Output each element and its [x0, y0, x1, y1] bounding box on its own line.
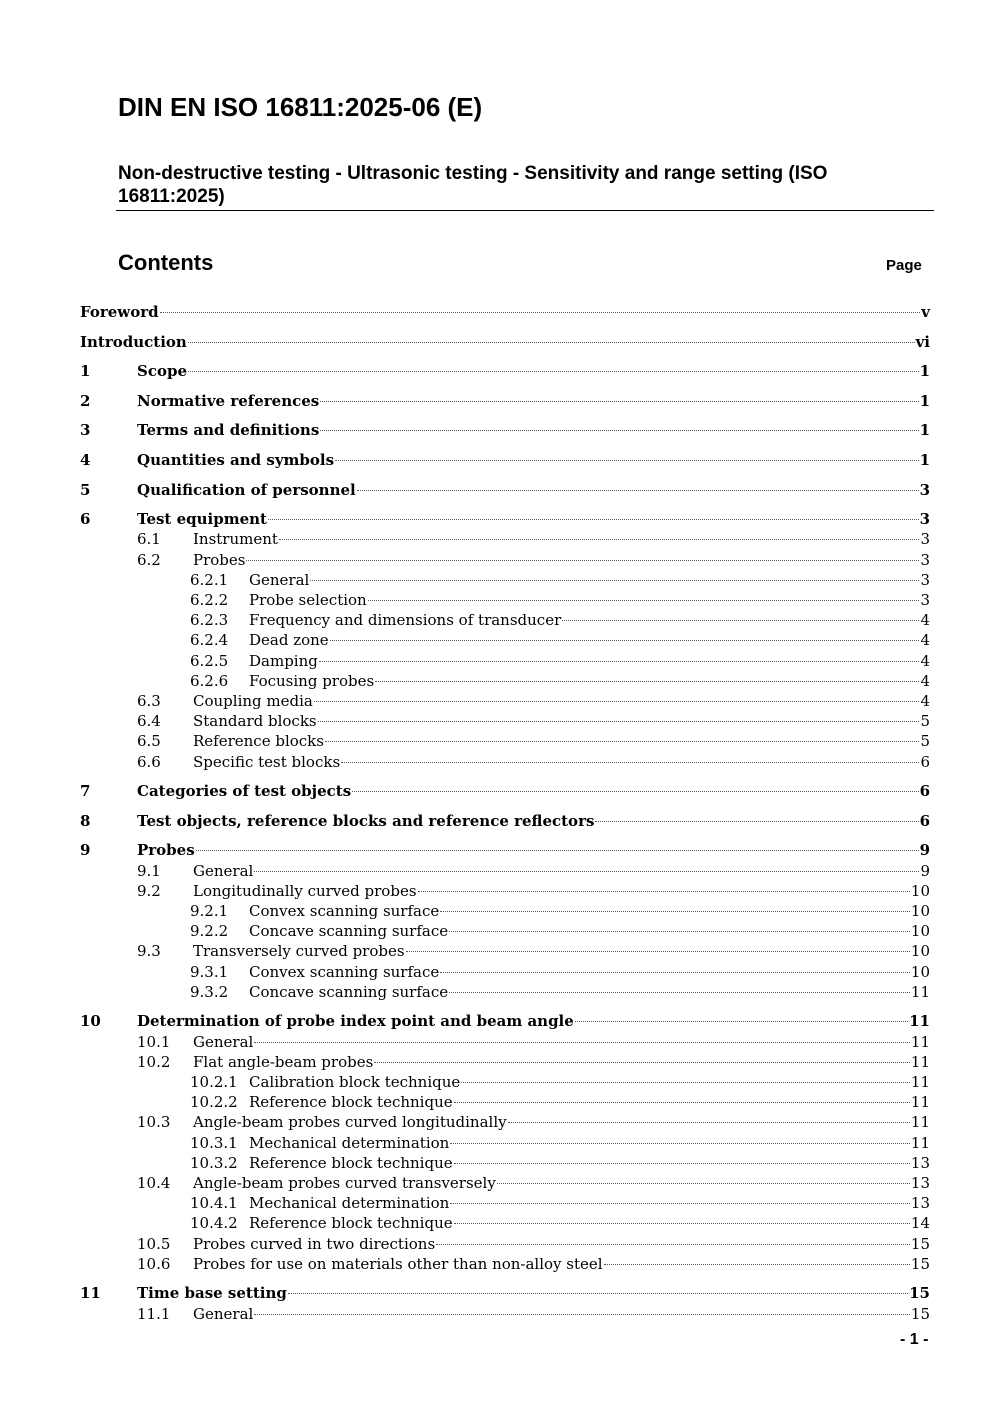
toc-entry-page: 1	[919, 391, 930, 410]
toc-entry-number: 2	[80, 391, 91, 410]
toc-entry-number: 9	[80, 841, 91, 860]
toc-entry-number: 11.1	[137, 1304, 171, 1323]
toc-dot-leader	[454, 1102, 910, 1103]
toc-dot-leader	[454, 1223, 910, 1224]
toc-entry[interactable]	[0, 1011, 992, 1032]
toc-entry-number: 9.2	[137, 881, 161, 900]
toc-entry-title: General	[249, 570, 310, 589]
toc-entry-number: 10.4.1	[190, 1194, 238, 1213]
toc-entry-page: 13	[910, 1174, 930, 1192]
toc-entry-title: Damping	[249, 651, 318, 670]
toc-dot-leader	[279, 539, 920, 540]
toc-entry-title: Focusing probes	[249, 671, 375, 690]
toc-dot-leader	[436, 1244, 910, 1245]
toc-entry[interactable]	[0, 982, 992, 1003]
toc-entry-page: 6	[919, 782, 930, 801]
toc-entry-title: Categories of test objects	[137, 782, 352, 801]
toc-entry-title: Quantities and symbols	[137, 451, 335, 469]
toc-entry-title: Angle-beam probes curved longitudinally	[193, 1113, 507, 1132]
toc-entry-title: Reference blocks	[193, 732, 324, 751]
toc-entry-page: 9	[920, 861, 930, 880]
toc-entry-number: 10.4	[137, 1174, 171, 1192]
toc-dot-leader	[196, 850, 919, 851]
toc-entry[interactable]	[0, 711, 992, 732]
toc-entry-page: 3	[920, 530, 930, 549]
toc-entry-number: 9.3.1	[190, 962, 229, 981]
toc-entry-title: General	[193, 861, 254, 880]
toc-entry[interactable]	[0, 1153, 992, 1174]
toc-entry[interactable]	[0, 1304, 992, 1325]
toc-entry-number: 10.6	[137, 1254, 171, 1273]
page-column-label: Page	[886, 257, 922, 274]
toc-entry-page: 3	[919, 510, 930, 529]
toc-entry[interactable]	[0, 529, 992, 550]
toc-entry[interactable]	[0, 630, 992, 651]
toc-entry-number: 6.1	[137, 530, 161, 549]
toc-dot-leader	[335, 460, 918, 461]
contents-heading: Contents	[118, 250, 214, 275]
toc-dot-leader	[595, 821, 918, 822]
toc-entry-page: 1	[919, 421, 930, 440]
toc-entry[interactable]	[0, 1213, 992, 1234]
toc-entry-page: 13	[910, 1194, 930, 1213]
toc-entry-number: 6.2.1	[190, 570, 229, 589]
toc-dot-leader	[450, 1143, 910, 1144]
toc-dot-leader	[604, 1264, 910, 1265]
toc-dot-leader	[508, 1122, 910, 1123]
toc-entry-title: Dead zone	[249, 631, 329, 650]
toc-entry-number: 9.2.2	[190, 922, 229, 941]
toc-entry-page: 4	[920, 651, 930, 670]
toc-dot-leader	[325, 741, 919, 742]
toc-entry-title: Probes curved in two directions	[193, 1234, 436, 1253]
toc-entry-number: 10.5	[137, 1234, 171, 1253]
toc-dot-leader	[440, 911, 910, 912]
toc-entry-title: Longitudinally curved probes	[193, 881, 417, 900]
toc-entry-number: 6.4	[137, 712, 161, 731]
toc-entry[interactable]	[0, 420, 992, 441]
toc-entry[interactable]	[0, 840, 992, 861]
toc-entry[interactable]	[0, 1052, 992, 1073]
toc-entry-page: 11	[910, 982, 930, 1001]
toc-entry-page: 9	[919, 841, 930, 860]
toc-entry-page: vi	[915, 332, 930, 351]
toc-entry-title: Probes	[137, 841, 195, 860]
toc-entry-number: 9.2.1	[190, 902, 229, 920]
toc-entry-page: 13	[910, 1153, 930, 1172]
toc-entry-page: 1	[919, 451, 930, 469]
toc-dot-leader	[497, 1183, 910, 1184]
toc-entry-title: Foreword	[80, 303, 159, 321]
toc-entry-page: 11	[910, 1133, 930, 1152]
toc-entry[interactable]	[0, 1193, 992, 1214]
toc-entry-number: 1	[80, 362, 91, 381]
toc-entry-number: 9.3.2	[190, 982, 229, 1001]
toc-entry[interactable]	[0, 570, 992, 591]
toc-entry-page: 3	[920, 591, 930, 609]
toc-entry-title: Reference block technique	[249, 1153, 453, 1172]
toc-entry-title: Concave scanning surface	[249, 982, 449, 1001]
toc-dot-leader	[406, 951, 910, 952]
toc-entry[interactable]	[0, 1173, 992, 1194]
toc-entry-page: 10	[910, 942, 930, 961]
toc-entry-page: 11	[910, 1032, 930, 1051]
toc-entry-page: 15	[909, 1284, 930, 1303]
toc-entry-number: 6.2.6	[190, 671, 229, 690]
toc-entry-page: 6	[920, 752, 930, 771]
toc-dot-leader	[318, 721, 920, 722]
toc-entry-page: 4	[920, 611, 930, 630]
toc-entry[interactable]	[0, 1254, 992, 1275]
toc-entry-title: Transversely curved probes	[193, 942, 405, 961]
document-title: DIN EN ISO 16811:2025-06 (E)	[118, 92, 483, 122]
page-number: - 1 -	[900, 1331, 929, 1348]
toc-entry-page: 11	[910, 1073, 930, 1091]
toc-entry-page: 15	[910, 1304, 930, 1323]
toc-dot-leader	[319, 661, 920, 662]
toc-entry-page: 3	[919, 480, 930, 499]
toc-dot-leader	[341, 762, 919, 763]
toc-entry-page: 11	[909, 1012, 930, 1031]
toc-entry[interactable]	[0, 1072, 992, 1093]
toc-dot-leader	[330, 640, 920, 641]
toc-entry-page: 4	[920, 692, 930, 710]
toc-entry[interactable]	[0, 881, 992, 902]
toc-dot-leader	[160, 312, 921, 313]
toc-dot-leader	[352, 791, 918, 792]
toc-entry-page: 5	[920, 712, 930, 731]
toc-entry-title: Instrument	[193, 530, 278, 549]
toc-entry-title: Reference block technique	[249, 1093, 453, 1112]
toc-entry-page: 10	[910, 881, 930, 900]
toc-entry-title: Introduction	[80, 332, 187, 351]
toc-entry-page: 5	[920, 732, 930, 751]
toc-entry-number: 6.2.5	[190, 651, 229, 670]
toc-entry-title: Concave scanning surface	[249, 922, 449, 941]
toc-entry[interactable]	[0, 590, 992, 611]
toc-entry[interactable]	[0, 861, 992, 882]
toc-entry-title: Specific test blocks	[193, 752, 341, 771]
toc-entry-title: Determination of probe index point and beam angle	[137, 1012, 574, 1031]
toc-entry[interactable]	[0, 361, 992, 382]
toc-entry-title: Convex scanning surface	[249, 902, 440, 920]
toc-dot-leader	[320, 401, 918, 402]
toc-dot-leader	[368, 600, 920, 601]
toc-entry-title: Normative references	[137, 391, 320, 410]
toc-dot-leader	[254, 1314, 910, 1315]
toc-dot-leader	[375, 681, 919, 682]
toc-entry-number: 10.2.1	[190, 1073, 238, 1091]
toc-entry-number: 6.6	[137, 752, 161, 771]
toc-entry[interactable]	[0, 731, 992, 752]
toc-dot-leader	[357, 490, 919, 491]
toc-entry-page: 11	[910, 1113, 930, 1132]
toc-entry-title: Calibration block technique	[249, 1073, 461, 1091]
toc-entry-number: 3	[80, 421, 91, 440]
toc-entry-title: Qualification of personnel	[137, 480, 356, 499]
toc-entry-number: 6.2.2	[190, 591, 229, 609]
toc-entry-title: Reference block technique	[249, 1214, 453, 1233]
toc-entry-page: 11	[910, 1052, 930, 1071]
toc-dot-leader	[440, 972, 910, 973]
toc-dot-leader	[450, 1203, 910, 1204]
toc-entry[interactable]	[0, 691, 992, 712]
toc-entry-title: Probe selection	[249, 591, 367, 609]
toc-entry-number: 10.4.2	[190, 1214, 238, 1233]
toc-dot-leader	[575, 1021, 908, 1022]
toc-entry-number: 10.1	[137, 1032, 171, 1051]
toc-entry[interactable]	[0, 1092, 992, 1113]
toc-entry[interactable]	[0, 610, 992, 631]
toc-entry-page: v	[921, 303, 930, 321]
toc-entry-page: 4	[920, 671, 930, 690]
toc-entry-number: 11	[80, 1284, 101, 1303]
toc-entry-title: General	[193, 1032, 254, 1051]
toc-dot-leader	[449, 931, 910, 932]
toc-entry[interactable]	[0, 941, 992, 962]
toc-entry[interactable]	[0, 781, 992, 802]
toc-entry-page: 14	[910, 1214, 930, 1233]
toc-entry-number: 6.2.3	[190, 611, 229, 630]
toc-entry-number: 9.1	[137, 861, 161, 880]
toc-dot-leader	[246, 560, 919, 561]
toc-dot-leader	[562, 620, 919, 621]
toc-entry-number: 6.3	[137, 692, 161, 710]
toc-entry-title: Probes	[193, 550, 246, 569]
toc-entry-number: 4	[80, 451, 91, 469]
toc-dot-leader	[310, 580, 919, 581]
toc-entry-number: 5	[80, 480, 91, 499]
toc-entry-number: 10.3.1	[190, 1133, 238, 1152]
toc-entry-title: General	[193, 1304, 254, 1323]
toc-entry-number: 6.5	[137, 732, 161, 751]
toc-entry-page: 15	[910, 1234, 930, 1253]
toc-dot-leader	[254, 871, 919, 872]
toc-dot-leader	[454, 1163, 910, 1164]
toc-dot-leader	[374, 1062, 910, 1063]
toc-dot-leader	[449, 992, 910, 993]
toc-entry[interactable]	[0, 1112, 992, 1133]
toc-entry-title: Probes for use on materials other than non-alloy steel	[193, 1254, 603, 1273]
toc-entry[interactable]	[0, 1283, 992, 1304]
toc-entry-title: Scope	[137, 362, 188, 381]
toc-entry-page: 10	[910, 902, 930, 920]
toc-entry[interactable]	[0, 509, 992, 530]
toc-entry[interactable]	[0, 391, 992, 412]
toc-entry-title: Coupling media	[193, 692, 313, 710]
toc-entry-number: 10.2.2	[190, 1093, 238, 1112]
toc-entry-title: Time base setting	[137, 1284, 287, 1303]
toc-dot-leader	[188, 342, 915, 343]
toc-entry-page: 6	[919, 811, 930, 830]
toc-entry[interactable]	[0, 550, 992, 571]
toc-entry[interactable]	[0, 480, 992, 501]
toc-dot-leader	[418, 891, 910, 892]
toc-dot-leader	[320, 430, 918, 431]
toc-entry[interactable]	[0, 1234, 992, 1255]
toc-entry-number: 6.2	[137, 550, 161, 569]
toc-entry-number: 6.2.4	[190, 631, 229, 650]
toc-dot-leader	[268, 519, 919, 520]
toc-dot-leader	[254, 1042, 910, 1043]
toc-dot-leader	[314, 701, 920, 702]
toc-entry-number: 10	[80, 1012, 101, 1031]
toc-entry-page: 4	[920, 631, 930, 650]
toc-entry-page: 10	[910, 962, 930, 981]
toc-entry[interactable]	[0, 921, 992, 942]
toc-dot-leader	[288, 1293, 908, 1294]
toc-dot-leader	[461, 1082, 910, 1083]
toc-entry-number: 7	[80, 782, 91, 801]
toc-entry-number: 8	[80, 811, 91, 830]
document-subtitle: Non-destructive testing - Ultrasonic testing - Sensitivity and range setting (ISO 16811:2025)	[118, 163, 828, 207]
toc-entry[interactable]	[0, 302, 992, 323]
toc-entry-title: Convex scanning surface	[249, 962, 440, 981]
toc-entry[interactable]	[0, 752, 992, 773]
toc-entry-page: 1	[919, 362, 930, 381]
toc-entry-title: Frequency and dimensions of transducer	[249, 611, 562, 630]
toc-entry-page: 3	[920, 570, 930, 589]
toc-entry[interactable]	[0, 1133, 992, 1154]
toc-entry-number: 9.3	[137, 942, 161, 961]
toc-entry-number: 10.2	[137, 1052, 171, 1071]
toc-entry[interactable]	[0, 671, 992, 692]
toc-entry[interactable]	[0, 901, 992, 922]
toc-entry-number: 6	[80, 510, 91, 529]
toc-entry-page: 11	[910, 1093, 930, 1112]
toc-entry-title: Mechanical determination	[249, 1194, 450, 1213]
toc-entry[interactable]	[0, 450, 992, 471]
toc-entry[interactable]	[0, 962, 992, 983]
toc-entry[interactable]	[0, 1032, 992, 1053]
toc-entry-page: 10	[910, 922, 930, 941]
toc-entry-title: Test equipment	[137, 510, 267, 529]
toc-entry-title: Angle-beam probes curved transversely	[193, 1174, 496, 1192]
toc-entry[interactable]	[0, 811, 992, 832]
toc-entry[interactable]	[0, 651, 992, 672]
toc-entry-number: 10.3.2	[190, 1153, 238, 1172]
toc-entry[interactable]	[0, 332, 992, 353]
toc-dot-leader	[188, 371, 919, 372]
toc-entry-page: 15	[910, 1254, 930, 1273]
toc-entry-title: Terms and definitions	[137, 421, 320, 440]
toc-entry-title: Mechanical determination	[249, 1133, 450, 1152]
toc-entry-title: Test objects, reference blocks and reference reflectors	[137, 811, 595, 830]
toc-entry-page: 3	[920, 550, 930, 569]
toc-entry-number: 10.3	[137, 1113, 171, 1132]
toc-entry-title: Standard blocks	[193, 712, 317, 731]
toc-entry-title: Flat angle-beam probes	[193, 1052, 374, 1071]
